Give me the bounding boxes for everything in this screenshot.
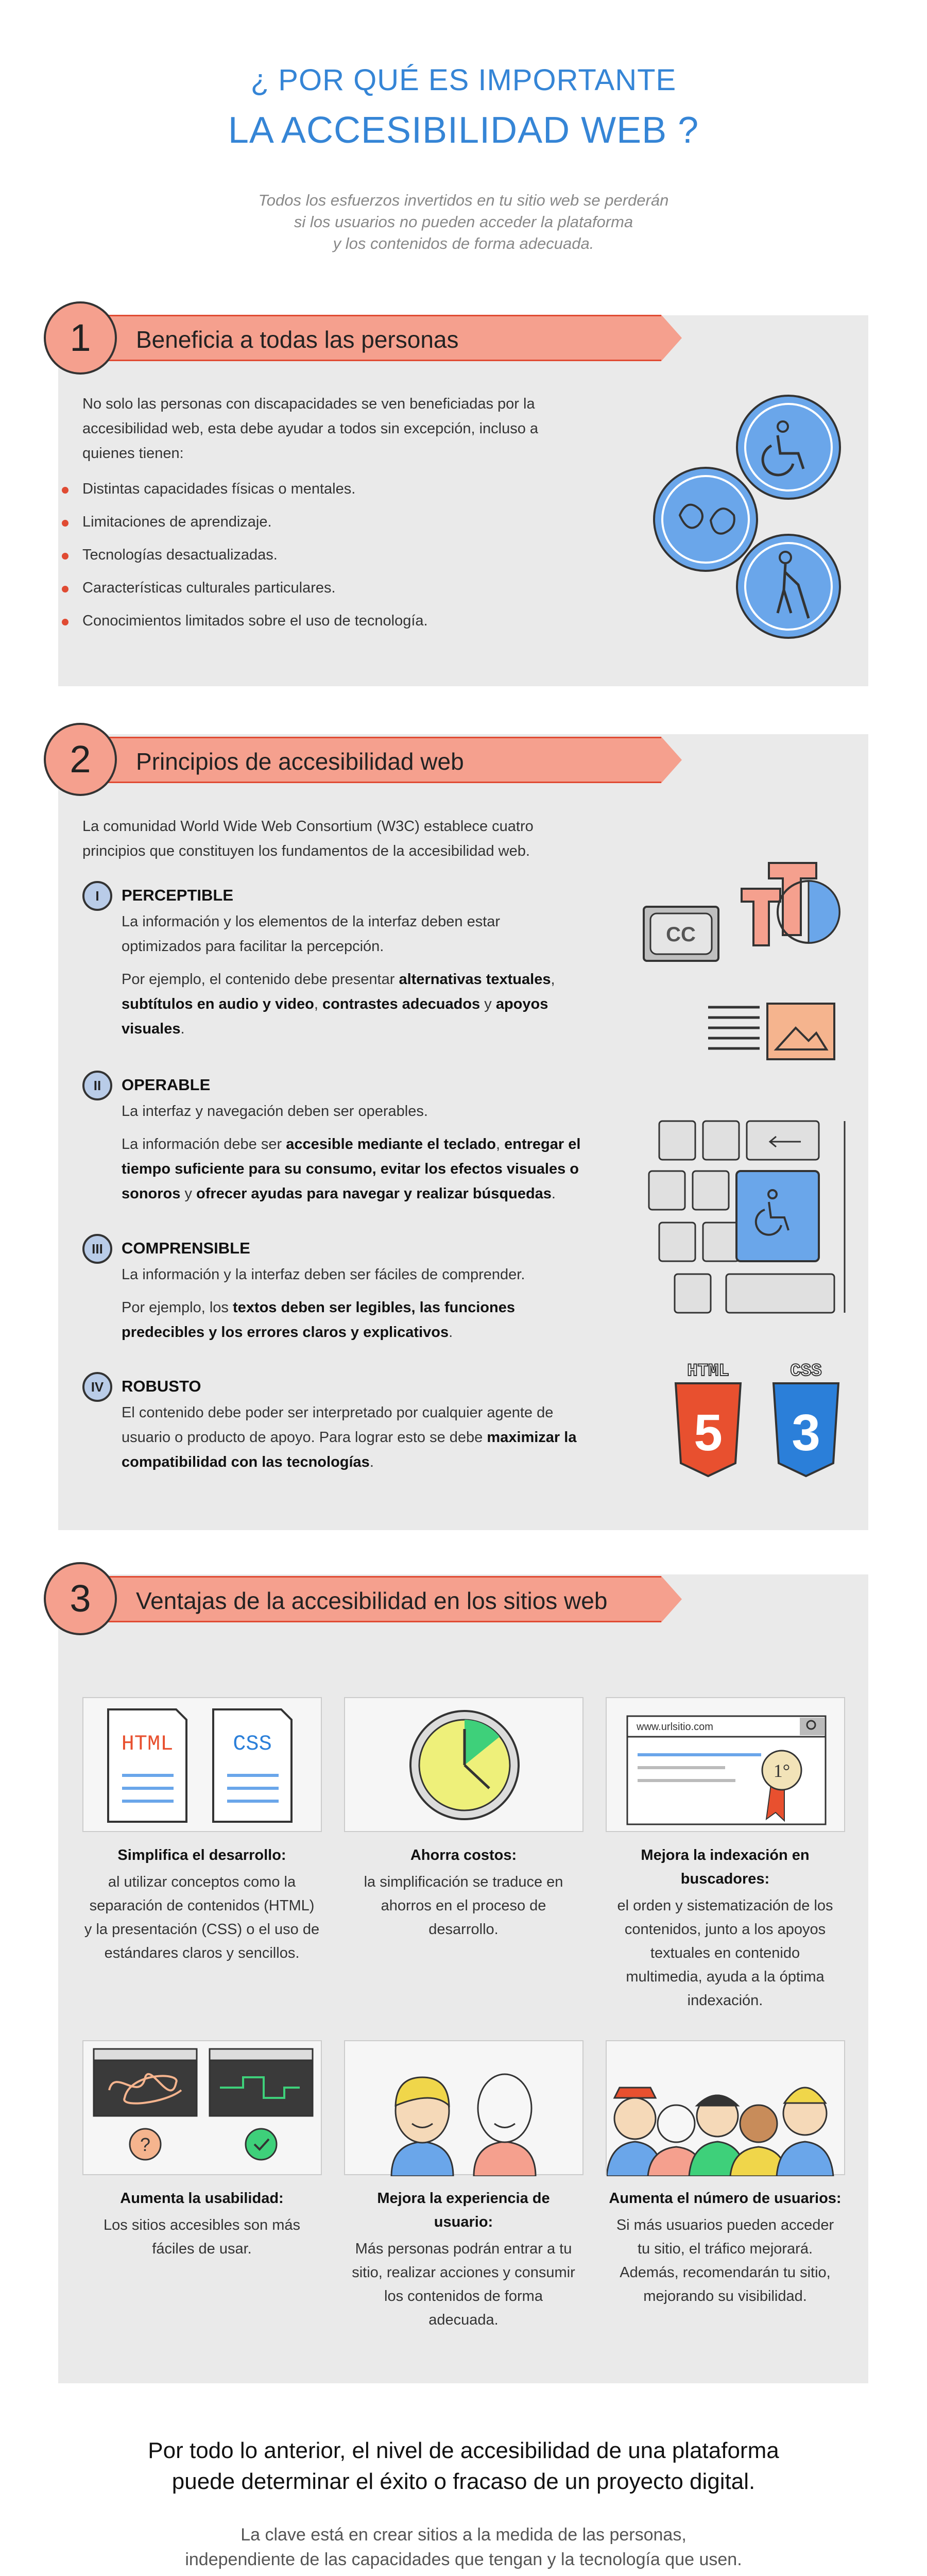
sign-language-icon [654,468,757,571]
text-bold: subtítulos en audio y video [122,996,314,1012]
text-line: Por todo lo anterior, el nivel de accesibilidad de una plataforma [148,2438,779,2463]
text-line [122,1157,580,1181]
text-line [122,1295,525,1320]
usability-icon [83,2041,323,2176]
text-line: desarrollo. [428,1921,499,1938]
check-icon [246,2129,277,2160]
text-line: la simplificación se traduce en [364,1874,563,1890]
conclusion-statement [0,2435,927,2497]
search-ranking-icon [607,1698,846,1833]
text-line: El contenido debe poder ser interpretado por cualquier agente de [122,1404,554,1421]
text-size-icon [742,863,839,945]
conclusion-subtext [0,2522,927,2572]
clock-icon [345,1698,585,1833]
intro-text [0,190,927,255]
principle-description [122,1099,580,1206]
wheelchair-icon [737,396,840,499]
section-3-number: 3 [44,1562,117,1635]
intro-line: Todos los esfuerzos invertidos en tu sitio web se perderán [258,191,669,209]
text-line: al utilizar conceptos como la [108,1874,296,1890]
card-title [330,2187,597,2234]
card-description [330,1870,597,1941]
card-css-label: CSS [233,1732,272,1756]
text-line: adecuada. [428,2312,499,2328]
section-2-title: Principios de accesibilidad web [136,748,464,775]
card-html-label: HTML [121,1732,174,1756]
accessibility-key-icon [736,1171,819,1261]
rank-badge: 1° [773,1760,791,1781]
card-description [68,2213,336,2261]
text-bold: entregar el [504,1136,581,1153]
text-line: compatibilidad con las tecnologías. [122,1454,374,1470]
text-bold: apoyos [495,996,548,1012]
text-line: Mejora la indexación en [641,1847,810,1863]
text-line: los contenidos de forma [384,2288,543,2304]
text-line: Más personas podrán entrar a tu [355,2241,572,2257]
crowd-icon [607,2041,846,2176]
principle-title: PERCEPTIBLE [122,886,234,904]
happy-users-icon [345,2041,585,2176]
card-image-many-users [606,2040,845,2175]
principle-title: ROBUSTO [122,1377,201,1395]
section-2-number: 2 [44,723,117,796]
text-line: buscadores: [680,1871,770,1887]
text-line: La interfaz y navegación deben ser operables. [122,1103,428,1120]
intro-line: si los usuarios no pueden acceder la plataforma [294,213,633,231]
text-bold: ofrecer ayudas para navegar y realizar búsquedas [196,1185,552,1202]
principle-title: COMPRENSIBLE [122,1239,250,1257]
text-line: No solo las personas con discapacidades se ven beneficiadas por la [82,396,535,412]
card-image-html-css [82,1697,322,1832]
page-title-line1: ¿ POR QUÉ ES IMPORTANTE [250,63,677,97]
bullet-item: Características culturales particulares. [82,580,336,596]
bullet-item: Distintas capacidades físicas o mentales. [82,481,356,497]
text-line: separación de contenidos (HTML) [89,1897,315,1914]
text-line: mejorando su visibilidad. [643,2288,807,2304]
text-line: multimedia, ayuda a la óptima [626,1969,825,1985]
card-description [68,1870,336,1965]
text-line [122,1425,576,1450]
bullet-item: Tecnologías desactualizadas. [82,547,278,563]
text-line: quienes tienen: [82,445,184,462]
text-line: subtítulos en audio y video, contrastes adecuados y apoyos [122,996,548,1012]
perceptible-illustration [641,858,847,1074]
text-line: La información y la interfaz deben ser fáciles de comprender. [122,1266,525,1283]
css3-label: CSS [790,1362,822,1381]
text-line: indexación. [687,1992,763,2009]
section-1-number: 1 [44,301,117,375]
cc-label: CC [666,923,696,946]
principle-number: IV [82,1372,112,1402]
card-title: Aumenta el número de usuarios: [609,2190,842,2207]
text-line: sonoros y ofrecer ayudas para navegar y realizar búsquedas. [122,1185,556,1202]
text-bold: contrastes adecuados [322,996,480,1012]
text-bold: tiempo suficiente para su consumo, evitar los efectos visuales o [122,1161,579,1177]
principle-number: III [82,1234,112,1264]
text-line: Si más usuarios pueden acceder [616,2217,834,2233]
text-line: Mejora la experiencia de [377,2190,550,2207]
text-line: usuario: [434,2214,493,2230]
text-bold: predecibles y los errores claros y explicativos [122,1324,449,1341]
card-image-user-experience [344,2040,583,2175]
section-1-text [82,392,538,466]
text-line: La información y los elementos de la interfaz deben estar [122,913,501,930]
text-span: usuario o producto de apoyo. Para lograr esto se debe [122,1429,487,1446]
keyboard-illustration [646,1117,847,1328]
card-title: Simplifica el desarrollo: [117,1847,286,1863]
text-line: Los sitios accesibles son más [104,2217,300,2233]
text-bold: accesible mediante el teclado [286,1136,496,1153]
text-line: puede determinar el éxito o fracaso de un proyecto digital. [171,2469,756,2494]
principle-number: II [82,1071,112,1100]
card-image-search [606,1697,845,1832]
text-line: y la presentación (CSS) o el uso de [84,1921,320,1938]
bullet-item: Limitaciones de aprendizaje. [82,514,272,530]
html-css-files-icon [83,1698,323,1833]
text-line: visuales. [122,1021,185,1037]
bullet-item: Conocimientos limitados sobre el uso de tecnología. [82,613,428,629]
section-1-title: Beneficia a todas las personas [136,326,459,353]
principle-description [122,1262,525,1345]
html5-number: 5 [694,1404,723,1462]
intro-line: y los contenidos de forma adecuada. [333,234,594,252]
card-title [591,1843,859,1891]
text-line: La clave está en crear sitios a la medida de las personas, [241,2525,686,2545]
text-bold: sonoros [122,1185,181,1202]
principle-description [122,1400,576,1475]
card-description [591,1894,859,2012]
section-1-banner [67,315,661,361]
text-line: predecibles y los errores claros y explicativos. [122,1324,453,1341]
text-line: tu sitio, el tráfico mejorará. [637,2241,813,2257]
text-span: La información debe ser [122,1136,286,1153]
text-bold: compatibilidad con las tecnologías [122,1454,370,1470]
card-description [591,2213,859,2308]
section-1-illustration [639,386,855,639]
principle-title: OPERABLE [122,1076,211,1094]
text-line: La comunidad World Wide Web Consortium (W3C) establece cuatro [82,818,534,835]
section-2-intro [82,814,534,863]
text-line: estándares claros y sencillos. [104,1945,300,1961]
text-line: textuales en contenido [650,1945,800,1961]
text-line: sitio, realizar acciones y consumir [352,2264,575,2281]
html5-label: HTML [687,1362,729,1381]
closed-captions-icon [644,907,718,961]
text-bold: alternativas textuales [399,971,551,988]
card-title: Aumenta la usabilidad: [120,2190,284,2207]
section-3-banner [67,1576,661,1622]
text-line: el orden y sistematización de los [617,1897,833,1914]
search-url: www.urlsitio.com [637,1721,713,1733]
text-bold: maximizar la [487,1429,577,1446]
card-description [330,2237,597,2332]
card-title: Ahorra costos: [410,1847,517,1863]
text-line: independiente de las capacidades que tengan y la tecnología que usen. [185,2550,742,2569]
css3-number: 3 [792,1404,820,1462]
text-line: fáciles de usar. [152,2241,252,2257]
principle-number: I [82,881,112,911]
text-bold: textos deben ser legibles, las funciones [233,1299,515,1316]
section-2-banner [67,737,661,783]
text-bold: visuales [122,1021,181,1037]
principle-description [122,909,555,1041]
section-3-title: Ventajas de la accesibilidad en los sitios web [136,1587,608,1614]
image-alt-text-icon [708,1004,834,1059]
blind-person-icon [737,535,840,638]
text-line: ahorros en el proceso de [381,1897,546,1914]
card-image-clock [344,1697,583,1832]
html5-css3-illustration [670,1360,847,1484]
text-line: accesibilidad web, esta debe ayudar a todos sin excepción, incluso a [82,420,539,437]
text-line: Además, recomendarán tu sitio, [620,2264,831,2281]
text-line: La información debe ser accesible mediante el teclado, entregar el [122,1136,581,1153]
svg-text:?: ? [140,2134,151,2155]
text-line: contenidos, junto a los apoyos [624,1921,826,1938]
text-span: Por ejemplo, el contenido debe presentar [122,971,399,988]
card-image-usability [82,2040,322,2175]
text-line: principios que constituyen los fundamentos de la accesibilidad web. [82,843,530,859]
text-line: optimizados para facilitar la percepción. [122,938,384,955]
text-line: Por ejemplo, el contenido debe presentar alternativas textuales, [122,971,555,988]
page-title-line2: LA ACCESIBILIDAD WEB ? [228,110,699,151]
text-span: Por ejemplo, los [122,1299,233,1316]
